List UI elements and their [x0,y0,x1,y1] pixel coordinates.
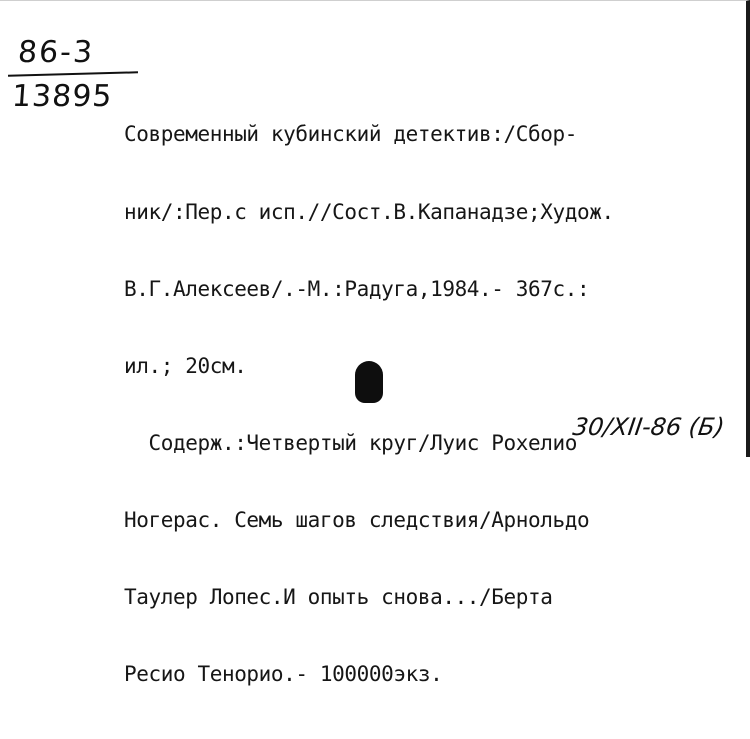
entry-line: В.Г.Алексеев/.-М.:Радуга,1984.- 367с.: [124,276,590,301]
call-number-bottom: 13895 [10,79,114,114]
call-number-top: 86-3 [16,35,96,70]
call-number-divider [8,71,138,76]
entry-line: ил.; 20см. [124,353,247,378]
entry-line: Ногерас. Семь шагов следствия/Арнольдо [124,507,590,532]
card-punch-hole [355,361,383,403]
entry-line: ник/:Пер.с исп.//Сост.В.Капанадзе;Худож. [124,199,614,224]
entry-line: Таулер Лопес.И опыть снова.../Берта [124,584,553,609]
entry-line: Ресио Тенорио.- 100000экз. [124,662,443,687]
accession-note: 30/XII-86 (Б) [570,413,726,441]
bibliographic-entry [124,71,724,739]
entry-line: Содерж.:Четвертый круг/Луис Рохелио [124,430,577,455]
entry-line: Современный кубинский детектив:/Сбор- [124,122,577,147]
